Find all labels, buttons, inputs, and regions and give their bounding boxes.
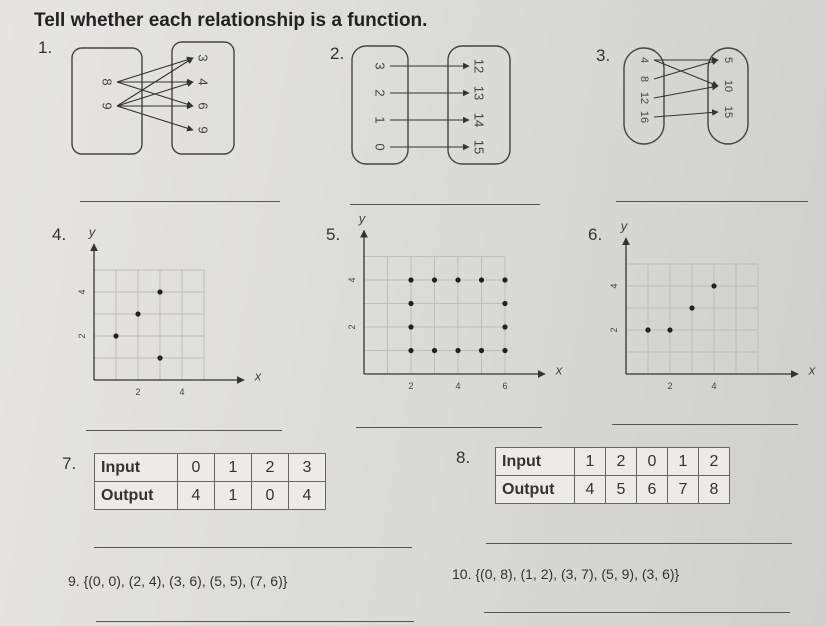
problem-7-input-cell: 2 [252, 454, 289, 482]
problem-8-input-cell: 1 [668, 448, 699, 476]
problem-7-output-row [95, 482, 326, 510]
domain-value: 8 [638, 75, 650, 83]
problem-7-output-cell: 0 [252, 482, 289, 510]
problem-8-output-cell: 7 [668, 476, 699, 504]
problem-7-output-cell: 1 [215, 482, 252, 510]
problem-5-number: 5. [326, 225, 341, 244]
problem-9-set: 9. {(0, 0), (2, 4), (3, 6), (5, 5), (7, 6)} [68, 573, 288, 589]
problem-8-input-label: Input [496, 448, 575, 476]
problem-4-number: 4. [52, 225, 67, 244]
problem-2-answer-line[interactable] [350, 204, 540, 205]
y-axis-label: y [88, 224, 96, 240]
problem-8-table [495, 447, 730, 504]
data-point [408, 277, 413, 282]
problem-3-answer-line[interactable] [616, 201, 808, 202]
data-point [408, 324, 413, 329]
x-tick-label: 4 [179, 387, 185, 397]
range-value: 4 [195, 78, 211, 86]
problem-8-output-label: Output [496, 476, 575, 504]
range-value: 12 [471, 58, 487, 74]
data-point [455, 348, 460, 353]
data-point [408, 348, 413, 353]
data-point [157, 355, 162, 360]
domain-value: 8 [99, 78, 115, 86]
x-tick-label: 2 [408, 381, 414, 391]
problem-6-number: 6. [588, 225, 603, 244]
problem-10-answer-line[interactable] [484, 612, 790, 613]
problem-9-answer-line[interactable] [96, 621, 414, 622]
problem-7-number: 7. [62, 454, 77, 473]
problem-8-input-cell: 2 [699, 448, 730, 476]
problem-7-output-cell: 4 [289, 482, 326, 510]
problem-1-mapping [60, 40, 250, 165]
problem-4-graph [70, 224, 262, 408]
problem-1-number: 1. [38, 38, 53, 57]
data-point [645, 327, 650, 332]
problem-8-number: 8. [456, 448, 471, 467]
range-value: 9 [195, 126, 211, 134]
x-tick-label: 2 [135, 387, 141, 397]
problem-5-answer-line[interactable] [356, 427, 542, 428]
data-point [455, 277, 460, 282]
range-value: 10 [722, 79, 734, 93]
data-point [689, 305, 694, 310]
problem-8-answer-line[interactable] [486, 543, 792, 544]
problem-2-number: 2. [330, 44, 345, 63]
y-tick-label: 2 [609, 327, 619, 333]
problem-7-output-cell: 4 [178, 482, 215, 510]
problem-7-input-row [95, 454, 326, 482]
problem-7-table [94, 453, 326, 510]
x-tick-label: 4 [711, 381, 717, 391]
x-axis-label: x [808, 362, 816, 378]
domain-value: 0 [372, 143, 388, 151]
range-value: 15 [471, 139, 487, 155]
x-tick-label: 4 [455, 381, 461, 391]
data-point [502, 301, 507, 306]
problem-7-output-label: Output [95, 482, 178, 510]
problem-3-number: 3. [596, 46, 611, 65]
problem-8-input-cell: 1 [575, 448, 606, 476]
y-tick-label: 2 [77, 333, 87, 339]
problem-8-input-cell: 2 [606, 448, 637, 476]
domain-value: 16 [638, 110, 650, 124]
problem-6-graph [600, 218, 816, 408]
problem-8-output-cell: 6 [637, 476, 668, 504]
data-point [432, 277, 437, 282]
x-tick-label: 6 [502, 381, 508, 391]
problem-8-output-cell: 5 [606, 476, 637, 504]
data-point [502, 324, 507, 329]
data-point [667, 327, 672, 332]
data-point [479, 277, 484, 282]
data-point [157, 289, 162, 294]
problem-8-output-cell: 4 [575, 476, 606, 504]
data-point [432, 348, 437, 353]
y-axis-label: y [620, 218, 628, 234]
data-point [135, 311, 140, 316]
data-point [479, 348, 484, 353]
y-tick-label: 4 [347, 277, 357, 283]
x-axis-label: x [254, 368, 262, 384]
range-value: 15 [722, 105, 734, 119]
range-value: 14 [471, 112, 487, 128]
mapping-arrow [117, 106, 193, 130]
problem-7-input-cell: 0 [178, 454, 215, 482]
problem-3-mapping [612, 44, 772, 154]
problem-10-set: 10. {(0, 8), (1, 2), (3, 7), (5, 9), (3, 6)} [452, 566, 680, 582]
range-value: 6 [195, 102, 211, 110]
problem-1-answer-line[interactable] [80, 201, 280, 202]
problem-7-answer-line[interactable] [94, 547, 412, 548]
problem-5-graph [340, 211, 563, 408]
domain-value: 2 [372, 89, 388, 97]
problem-7-input-label: Input [95, 454, 178, 482]
problem-6-answer-line[interactable] [612, 424, 798, 425]
domain-value: 1 [372, 116, 388, 124]
data-point [408, 301, 413, 306]
problem-8-input-cell: 0 [637, 448, 668, 476]
y-tick-label: 2 [347, 324, 357, 330]
problem-2-mapping [340, 42, 530, 172]
problem-8-input-row [496, 448, 730, 476]
range-value: 13 [471, 85, 487, 101]
y-tick-label: 4 [609, 283, 619, 289]
domain-value: 4 [638, 56, 650, 64]
problem-7-input-cell: 1 [215, 454, 252, 482]
domain-value: 12 [638, 91, 650, 105]
domain-value: 3 [372, 62, 388, 70]
problem-4-answer-line[interactable] [86, 430, 282, 431]
worksheet-title: Tell whether each relationship is a function. [34, 10, 428, 31]
problem-8-output-cell: 8 [699, 476, 730, 504]
data-point [711, 283, 716, 288]
mapping-arrow [117, 58, 193, 82]
problem-7-input-cell: 3 [289, 454, 326, 482]
data-point [502, 348, 507, 353]
x-axis-label: x [555, 362, 563, 378]
y-axis-label: y [358, 211, 366, 226]
data-point [502, 277, 507, 282]
range-value: 3 [195, 54, 211, 62]
problem-8-output-row [496, 476, 730, 504]
y-tick-label: 4 [77, 289, 87, 295]
data-point [113, 333, 118, 338]
range-value: 5 [722, 56, 734, 64]
x-tick-label: 2 [667, 381, 673, 391]
domain-value: 9 [99, 102, 115, 110]
